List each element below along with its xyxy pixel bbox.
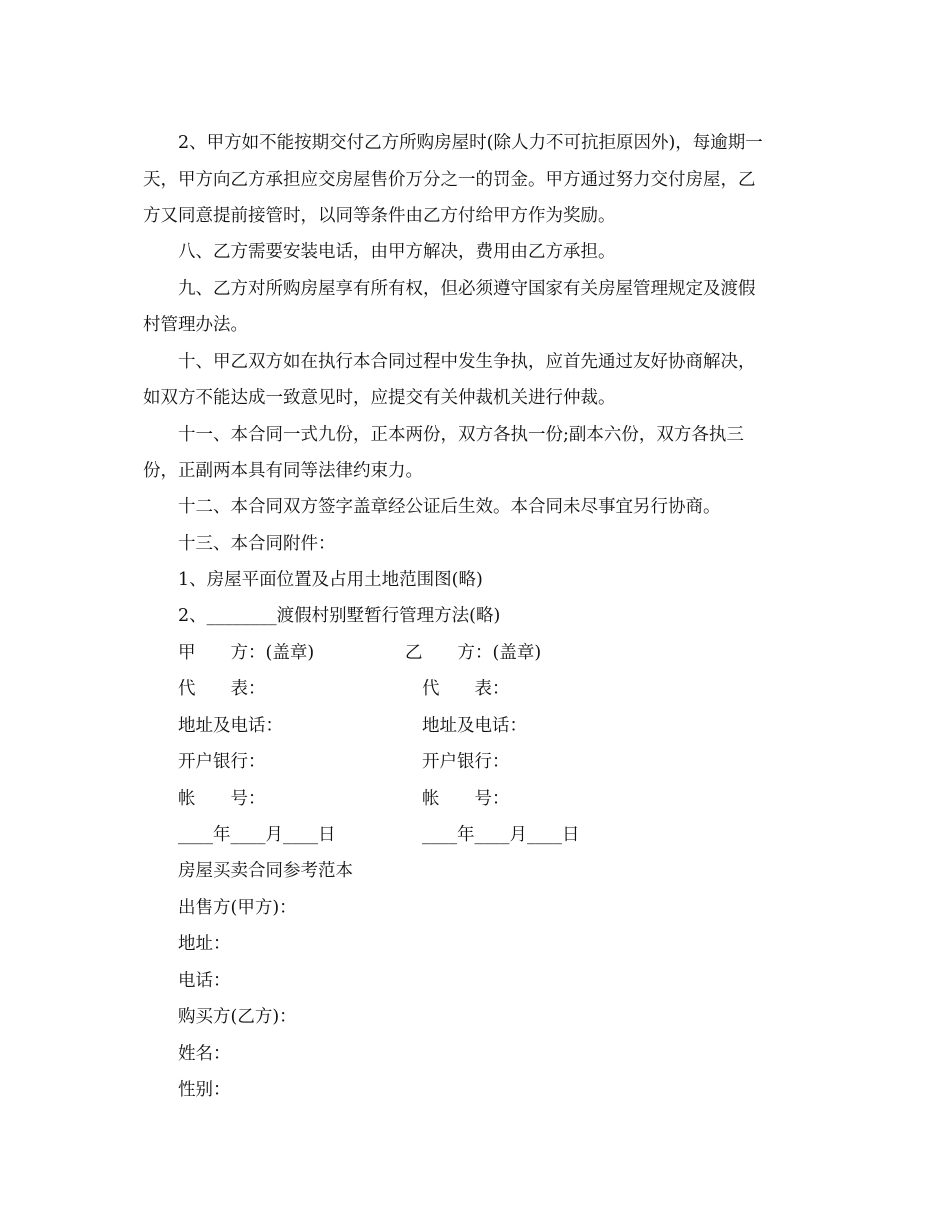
clause-8: 八、乙方需要安装电话，由甲方解决，费用由乙方承担。 (178, 242, 616, 262)
clause-12: 十二、本合同双方签字盖章经公证后生效。本合同未尽事宜另行协商。 (178, 497, 721, 517)
party-b-account: 帐 号： (422, 789, 510, 809)
party-a-account: 帐 号： (178, 789, 266, 809)
party-a-date: ____年____月____日 (178, 825, 336, 845)
clause-10-line-1: 十、甲乙双方如在执行本合同过程中发生争执，应首先通过友好协商解决， (178, 352, 756, 372)
address-label: 地址： (178, 934, 231, 954)
clause-13: 十三、本合同附件： (178, 534, 336, 554)
name-label: 姓名： (178, 1044, 231, 1064)
phone-label: 电话： (178, 971, 231, 991)
clause-9-line-2: 村管理办法。 (143, 315, 248, 335)
clause-2-line-2: 天，甲方向乙方承担应交房屋售价万分之一的罚金。甲方通过努力交付房屋，乙 (143, 170, 756, 190)
party-b-bank: 开户银行： (422, 752, 510, 772)
seller-label: 出售方(甲方)： (178, 898, 297, 918)
attachment-1: 1、房屋平面位置及占用土地范围图(略) (178, 570, 483, 590)
clause-9-line-1: 九、乙方对所购房屋享有所有权，但必须遵守国家有关房屋管理规定及渡假 (178, 279, 756, 299)
party-a-seal: 甲 方：(盖章) (178, 643, 315, 663)
party-b-date: ____年____月____日 (422, 825, 580, 845)
buyer-label: 购买方(乙方)： (178, 1007, 297, 1027)
clause-2-line-3: 方又同意提前接管时，以同等条件由乙方付给甲方作为奖励。 (143, 206, 616, 226)
clause-10-line-2: 如双方不能达成一致意见时，应提交有关仲裁机关进行仲裁。 (143, 388, 616, 408)
clause-11-line-2: 份，正副两本具有同等法律约束力。 (143, 461, 423, 481)
party-a-bank: 开户银行： (178, 752, 266, 772)
gender-label: 性别： (178, 1080, 231, 1100)
party-b-address: 地址及电话： (422, 716, 527, 736)
clause-2-line-1: 2、甲方如不能按期交付乙方所购房屋时(除人力不可抗拒原因外)，每逾期一 (178, 133, 763, 153)
party-a-representative: 代 表： (178, 679, 266, 699)
party-a-address: 地址及电话： (178, 716, 283, 736)
clause-11-line-1: 十一、本合同一式九份，正本两份，双方各执一份;副本六份，双方各执三 (178, 425, 744, 445)
party-b-seal: 乙 方：(盖章) (405, 643, 542, 663)
second-contract-title: 房屋买卖合同参考范本 (178, 861, 353, 881)
attachment-2: 2、________渡假村别墅暂行管理方法(略) (178, 606, 501, 626)
party-b-representative: 代 表： (422, 679, 510, 699)
